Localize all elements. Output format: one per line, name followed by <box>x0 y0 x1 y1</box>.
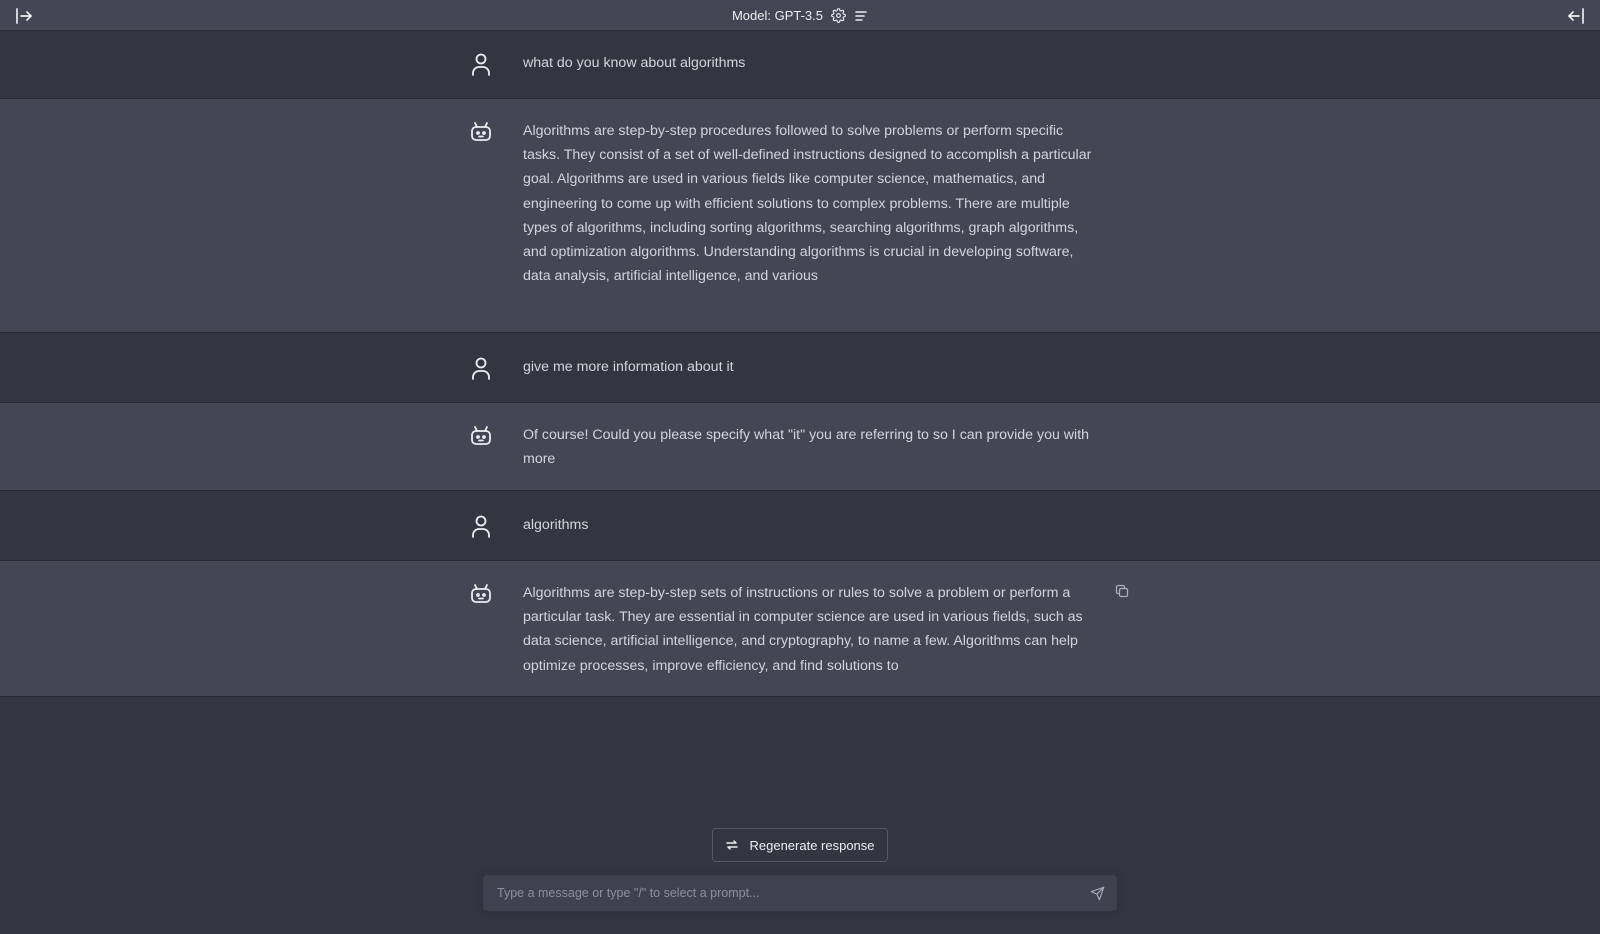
message-assistant <box>0 99 1600 333</box>
user-avatar <box>468 513 494 539</box>
conversation <box>0 31 1600 697</box>
send-icon <box>1090 886 1105 901</box>
clear-conversation-button[interactable] <box>854 9 868 23</box>
composer <box>483 875 1117 911</box>
message-text: algorithms <box>523 517 589 533</box>
regenerate-label: Regenerate response <box>749 837 875 853</box>
sidebar-close-icon <box>1566 6 1586 26</box>
lines-icon <box>854 9 868 23</box>
robot-icon <box>470 121 492 143</box>
assistant-avatar <box>468 581 494 607</box>
send-button[interactable] <box>1087 883 1107 903</box>
copy-icon <box>1115 584 1129 598</box>
user-icon <box>470 52 492 76</box>
assistant-avatar <box>468 119 494 145</box>
message-text: give me more information about it <box>523 359 734 375</box>
regenerate-response-button[interactable] <box>712 828 888 862</box>
message-assistant <box>0 403 1600 491</box>
user-avatar <box>468 51 494 77</box>
message-text: what do you know about algorithms <box>523 55 746 71</box>
gear-icon <box>831 8 846 23</box>
settings-button[interactable] <box>831 8 846 23</box>
robot-icon <box>470 583 492 605</box>
message-text: Algorithms are step-by-step sets of instructions or rules to solve a problem or perform a particular task. They are essential in computer science are used in various fields, such as data science, artificial intelligence, and cryptography, to name a few. Algorithms can help optimize processes, improve efficiency, and find solutions to <box>523 585 1083 674</box>
sidebar-open-icon <box>14 6 34 26</box>
assistant-avatar <box>468 423 494 449</box>
refresh-icon <box>725 838 739 852</box>
user-avatar <box>468 355 494 381</box>
open-sidebar-button[interactable] <box>12 4 36 28</box>
message-input[interactable] <box>497 875 1067 911</box>
model-selector <box>0 0 1600 31</box>
message-text: Of course! Could you please specify what "it" you are referring to so I can provide you with more <box>523 427 1090 468</box>
message-user <box>0 491 1600 561</box>
top-bar <box>0 0 1600 31</box>
user-icon <box>470 356 492 380</box>
message-user <box>0 333 1600 403</box>
model-label: Model: GPT-3.5 <box>731 8 824 23</box>
message-assistant <box>0 561 1600 697</box>
close-sidebar-button[interactable] <box>1564 4 1588 28</box>
robot-icon <box>470 425 492 447</box>
message-user <box>0 31 1600 99</box>
message-text: Algorithms are step-by-step procedures followed to solve problems or perform specific tasks. They consist of a set of well-defined instructions designed to accomplish a particular goal. Algorithms are used in various fields like computer science, mathematics, and engineering to come up with efficient solutions to complex problems. There are multiple types of algorithms, including sorting algorithms, searching algorithms, graph algorithms, and optimization algorithms. Understanding algorithms is crucial in developing software, data analysis, artificial intelligence, and various <box>523 123 1092 285</box>
copy-button[interactable] <box>1112 581 1132 601</box>
user-icon <box>470 514 492 538</box>
